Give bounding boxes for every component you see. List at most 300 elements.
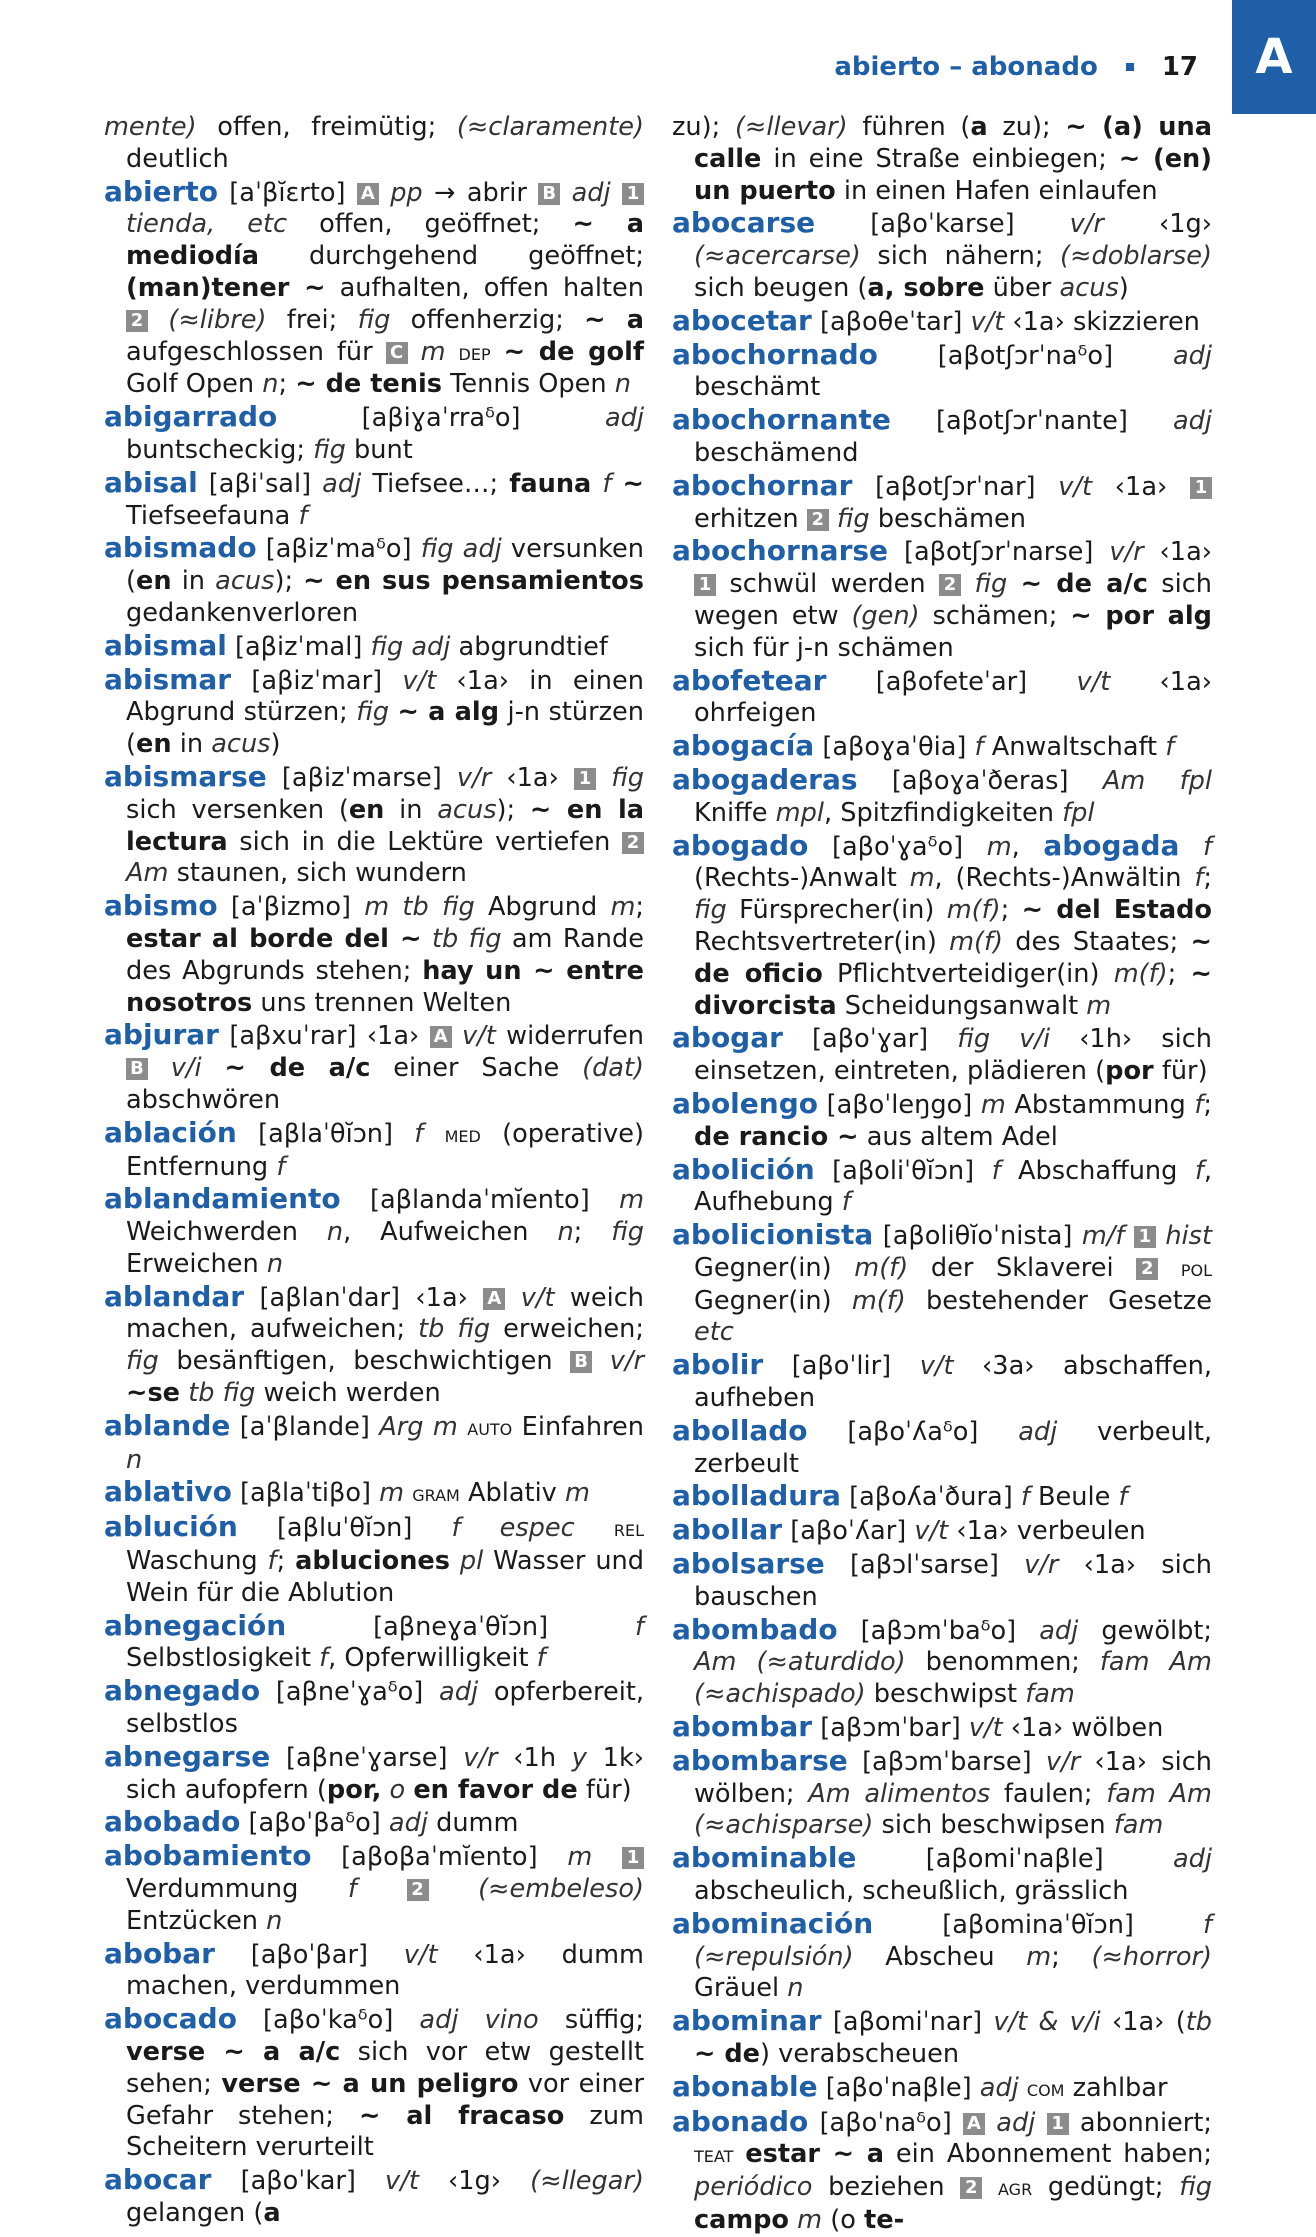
grammar-label: f [267, 1546, 277, 1577]
dictionary-entry [672, 1480, 1212, 1514]
entry-text: beschämt [694, 372, 821, 403]
dictionary-entry [672, 764, 1212, 830]
grammar-label: v/t [1058, 471, 1093, 502]
headword: abismarse [104, 759, 267, 793]
grammar-label: tb fig [418, 1314, 491, 1345]
grammar-label: f [991, 1155, 1001, 1186]
entry-text [611, 469, 622, 499]
entry-text: ‹1a› [491, 762, 575, 793]
entry-text: [aβɔmˈbar] [812, 1713, 969, 1744]
phrase: estar ~ a [745, 2139, 884, 2170]
entry-text: [aβluˈθĭɔn] [237, 1513, 452, 1544]
dictionary-entry [672, 730, 1212, 764]
grammar-label: acus [1059, 272, 1119, 303]
entry-text [829, 504, 837, 534]
entry-text: der Sklaverei [908, 1252, 1137, 1283]
grammar-label: (≈horror) [1091, 1941, 1212, 1972]
entry-text [789, 2205, 797, 2235]
grammar-label: etc [694, 1317, 734, 1348]
phrase: por, [326, 1774, 382, 1805]
entry-text [560, 178, 571, 208]
headword: abogacía [672, 729, 815, 763]
dictionary-entry [104, 467, 644, 533]
grammar-label: v/t [970, 306, 1005, 337]
dictionary-entry [104, 1019, 644, 1116]
grammar-label: adj [1039, 1615, 1079, 1646]
phrase: ~ (a) una calle [694, 112, 1212, 174]
grammar-label: mpl [775, 797, 824, 828]
grammar-label: fig [1179, 2172, 1212, 2203]
grammar-label: hist [1165, 1221, 1213, 1252]
headword: ablación [104, 1115, 237, 1149]
entry-text: bestehender Gesetze [905, 1285, 1212, 1316]
grammar-label: f [602, 468, 612, 499]
entry-text: Abgrund [474, 892, 611, 923]
grammar-label: m(f) [946, 895, 1001, 926]
domain-label: teat [694, 2142, 734, 2169]
phrase: hay un ~ entre nosotros [126, 955, 644, 1018]
sense-marker: B [570, 1351, 592, 1373]
entry-text: [aβoˈβar] [214, 1939, 404, 1970]
entry-text: [aβotʃɔrˈnarse] [888, 537, 1110, 568]
entry-text: ‹1a› wölben [1002, 1713, 1164, 1744]
grammar-label: v/r [609, 1346, 644, 1377]
entry-text [591, 469, 602, 499]
grammar-label: pl [459, 1546, 484, 1577]
entry-text: , Aufweichen [343, 1217, 558, 1248]
entry-text: [aβoɣaˈθia] [814, 732, 975, 763]
dictionary-entry [104, 532, 644, 629]
dictionary-entry [104, 1117, 644, 1184]
entry-text: abscheulich, scheußlich, grässlich [694, 1876, 1129, 1907]
entry-text: [aβoˈleŋgo] [817, 1089, 981, 1120]
entry-text [148, 305, 168, 335]
dictionary-entry [672, 535, 1212, 664]
grammar-label: v/t [1076, 666, 1111, 697]
sense-marker: 1 [622, 183, 644, 205]
entry-text: in [384, 794, 438, 825]
phrase: te- [864, 2205, 905, 2235]
entry-text: über [984, 272, 1060, 303]
headword: abogada [1043, 828, 1180, 862]
headword: abolsarse [672, 1547, 825, 1581]
phrase: ~ al fracaso [359, 2100, 565, 2131]
grammar-label: m(f) [1113, 958, 1168, 989]
entry-text: widerrufen [495, 1021, 645, 1052]
dictionary-entry [104, 1840, 644, 1937]
phrase: ~ de oficio [694, 926, 1212, 989]
entry-text: zu); [987, 112, 1066, 142]
entry-text: [aβiˈsal] [197, 468, 323, 499]
entry-text: ‹1a› in einen Abgrund stürzen; [126, 665, 644, 728]
grammar-label: adj [571, 177, 611, 208]
grammar-label: (gen) [851, 600, 920, 631]
entry-text: schwül werden [716, 569, 940, 600]
phrase: ~ en sus pensamientos [303, 566, 644, 597]
grammar-label: f [1194, 863, 1204, 894]
entry-text: Einfahren [512, 1411, 645, 1442]
grammar-label: f [347, 1874, 357, 1905]
entry-text: Fürsprecher(in) [726, 895, 947, 926]
grammar-label: f [1202, 831, 1212, 862]
entry-text: für) [577, 1774, 632, 1805]
entry-text: weich werden [255, 1378, 441, 1409]
entry-text: deutlich [126, 143, 229, 174]
phrase: estar al borde del ~ [126, 923, 422, 954]
grammar-label: Am fpl [1102, 765, 1212, 796]
grammar-label: fam [1025, 1679, 1075, 1710]
sense-marker: 1 [1047, 2113, 1069, 2135]
dictionary-entry [672, 207, 1212, 304]
headword: abocar [104, 2163, 212, 2197]
grammar-label: m [1026, 1941, 1052, 1972]
entry-text: [aβoɣaˈðeras] [857, 765, 1103, 796]
sense-marker: B [538, 183, 560, 205]
running-head: abierto – abonado [834, 52, 1098, 82]
grammar-label: v/r [1109, 537, 1144, 568]
phrase: ~ de tenis [295, 369, 443, 400]
entry-text: uns trennen Welten [252, 987, 512, 1018]
entry-text: [aβizˈmarse] [266, 762, 457, 793]
dictionary-entry [104, 2164, 644, 2230]
grammar-label: (dat) [582, 1053, 645, 1084]
phrase: en [136, 729, 172, 760]
grammar-label: adj [996, 2107, 1036, 2138]
headword: abonado [672, 2104, 809, 2138]
entry-text: besänftigen, beschwichtigen [158, 1346, 571, 1377]
grammar-label: tb [1185, 2007, 1212, 2038]
dictionary-entry [104, 1741, 644, 1807]
headword: abocarse [672, 206, 816, 240]
dictionary-entry [104, 890, 644, 1019]
headword: abominar [672, 2004, 822, 2038]
phrase: ~ en la lectura [126, 794, 645, 857]
headword: abonable [672, 2069, 818, 2103]
grammar-label: n [266, 1248, 284, 1279]
entry-text: (Rechts-)Anwalt [694, 863, 910, 894]
phrase: ~ de a/c [224, 1053, 371, 1084]
grammar-label: acus [211, 729, 271, 760]
dictionary-entry [104, 630, 644, 664]
sense-marker: 2 [807, 509, 829, 531]
grammar-label: m tb fig [364, 892, 475, 923]
entry-text [1156, 1221, 1165, 1251]
entry-text: führen ( [847, 112, 971, 142]
entry-text: [aβoˈʎaᵟo] [807, 1416, 1019, 1447]
dictionary-entry [672, 1548, 1212, 1614]
entry-text: opferbereit, selbstlos [126, 1677, 644, 1740]
grammar-label: m [564, 1478, 590, 1509]
entry-text: Gegner(in) [694, 1252, 855, 1283]
grammar-label: fig [357, 304, 391, 335]
grammar-label: v/i [170, 1053, 202, 1084]
entry-text: in [171, 729, 212, 760]
dictionary-entry [104, 112, 644, 176]
entry-text: [aβoˈkaᵟo] [236, 2005, 420, 2036]
entry-text: ‹1a› skizzieren [1004, 306, 1200, 337]
entry-text: ‹1a› [1143, 537, 1212, 568]
sense-marker: 1 [622, 1847, 644, 1869]
entry-text: [aβneˈɣaᵟo] [260, 1677, 440, 1708]
dictionary-entry [672, 830, 1212, 1023]
entry-text: ; [1051, 1941, 1092, 1972]
entry-text: Ablativ [459, 1478, 565, 1509]
sense-marker: 2 [1136, 1258, 1158, 1280]
grammar-label: f [1194, 1155, 1204, 1186]
entry-text: ; [573, 1217, 612, 1248]
grammar-label: adj [1172, 340, 1212, 371]
dictionary-entry [104, 2003, 644, 2164]
headword: abismal [104, 628, 227, 662]
headword: abocado [104, 2002, 237, 2036]
domain-label: dep [458, 339, 491, 366]
entry-text: [aβofeteˈar] [826, 666, 1077, 697]
phrase: ~se [126, 1378, 181, 1409]
grammar-label: fig [126, 1346, 159, 1377]
dictionary-entry [104, 761, 644, 890]
phrase: ~ divorcista [694, 958, 1212, 1021]
grammar-label: acus [215, 566, 275, 597]
dictionary-entry [672, 1154, 1212, 1220]
grammar-label: (≈llegar) [530, 2166, 644, 2197]
domain-label: rel [613, 1516, 644, 1543]
entry-text: [aβizˈmar] [231, 665, 403, 696]
dictionary-entry [672, 1349, 1212, 1415]
entry-text: abschwören [126, 1084, 281, 1115]
entry-text: , Spitzfindigkeiten [823, 797, 1063, 828]
phrase: campo [694, 2205, 790, 2235]
domain-label: pol [1180, 1255, 1212, 1282]
entry-text: ‹1g› [418, 2166, 531, 2197]
grammar-label: v/r [463, 1742, 498, 1773]
entry-text: ‹1a› dumm machen, verdummen [126, 1939, 644, 2002]
entry-text: , [1011, 831, 1044, 862]
grammar-label: v/t [919, 1351, 954, 1382]
entry-text: [aβizˈmaᵟo] [256, 534, 421, 565]
entry-text: , Opferwilligkeit [328, 1643, 537, 1674]
entry-text [1124, 1221, 1133, 1251]
phrase: en [348, 794, 385, 825]
entry-text: ; [1167, 958, 1191, 989]
entry-text: Anwaltschaft [983, 732, 1166, 763]
dictionary-entry [104, 1675, 644, 1741]
entry-text: [aβlandaˈmĭento] [340, 1185, 620, 1216]
headword: abolir [672, 1348, 764, 1382]
headword: ablativo [104, 1475, 232, 1509]
entry-text: [aβoˈnaᵟo] [808, 2107, 963, 2138]
thumb-index-tab: A [1232, 0, 1316, 114]
headword: abismo [104, 889, 218, 923]
grammar-label: m [986, 831, 1012, 862]
entry-text: sich versenken ( [126, 794, 349, 825]
grammar-label: fig adj [420, 534, 502, 565]
entry-text: 1k› sich aufopfern ( [126, 1742, 645, 1805]
entry-text [733, 2139, 745, 2169]
entry-text: buntscheckig; [126, 434, 314, 465]
dictionary-entry [104, 1410, 644, 1477]
dictionary-entry [672, 2005, 1212, 2071]
entry-text: Weichwerden [126, 1217, 327, 1248]
grammar-label: m(f) [854, 1252, 909, 1283]
entry-text [592, 1842, 622, 1872]
entry-text: Kniffe [694, 797, 776, 828]
entry-text [202, 1053, 225, 1083]
entry-text: [aβoliθĭoˈnista] [873, 1221, 1082, 1252]
entry-text: schämen; [919, 600, 1071, 631]
right-column [672, 112, 1212, 2237]
grammar-label: fig [313, 434, 346, 465]
grammar-label: o [389, 1774, 406, 1805]
grammar-label: n [326, 1217, 344, 1248]
entry-text: [aβoˈkarse] [815, 209, 1070, 240]
entry-text: sich beschwipsen [873, 1810, 1114, 1841]
entry-text [446, 337, 459, 367]
entry-text: [aβɔmˈbaᵟo] [837, 1615, 1040, 1646]
entry-text: ‹1h [497, 1742, 572, 1773]
entry-text: → abrir [422, 177, 539, 208]
grammar-label: m [797, 2205, 823, 2235]
dictionary-entry [672, 1711, 1212, 1745]
entry-text: , Aufhebung [694, 1155, 1212, 1218]
headword: abismado [104, 531, 257, 565]
grammar-label: n [262, 369, 279, 400]
headword: abollar [672, 1513, 783, 1547]
headword: abolengo [672, 1086, 818, 1120]
dictionary-entry [104, 1806, 644, 1840]
entry-text [452, 1021, 462, 1051]
grammar-label: f [1165, 732, 1175, 763]
entry-text: aufgeschlossen für [126, 336, 386, 367]
grammar-label: adj [979, 2072, 1019, 2103]
entry-text: (operative) Entfernung [126, 1118, 644, 1182]
grammar-label: m [420, 336, 446, 367]
entry-text: abgrundtief [450, 631, 608, 662]
phrase: (man)tener ~ [126, 272, 326, 303]
dictionary-entry [104, 1476, 644, 1511]
grammar-label: fam Am [1099, 1647, 1212, 1678]
entry-text: Scheidungsanwalt [836, 990, 1087, 1021]
entry-text: beziehen [812, 2172, 961, 2203]
grammar-label: v/t [385, 2166, 419, 2197]
sense-marker: 2 [126, 310, 148, 332]
entry-text: zahlbar [1064, 2072, 1168, 2103]
entry-text: beschwipst [865, 1679, 1026, 1710]
grammar-label: fig [694, 895, 727, 926]
grammar-label: adj vino [419, 2005, 539, 2036]
entry-text [611, 178, 622, 208]
grammar-label: tb fig [431, 923, 502, 954]
sense-marker: B [126, 1058, 148, 1080]
grammar-label: n [787, 1973, 804, 2004]
phrase: ~ [622, 468, 644, 499]
entry-text: gelangen ( [126, 2198, 264, 2228]
grammar-label: v/t [403, 1939, 438, 1970]
headword: abisal [104, 465, 198, 499]
entry-text: [aβomiˈnaβle] [856, 1844, 1173, 1875]
dictionary-entry [104, 401, 644, 467]
entry-text [429, 1874, 479, 1904]
grammar-label: adj [1172, 406, 1212, 437]
entry-text: aufhalten, offen halten [325, 272, 644, 303]
entry-text: ‹1a› ( [1100, 2007, 1186, 2038]
entry-text: Abstammung [1005, 1089, 1195, 1120]
entry-text: vor einer Gefahr stehen; [126, 2068, 644, 2131]
separator-square-icon [1126, 63, 1134, 71]
entry-text: ; [1203, 1089, 1212, 1120]
entry-text: [aβotʃɔrˈnaᵟo] [877, 340, 1173, 371]
headword: abocetar [672, 303, 812, 337]
entry-text: offen, geöffnet; [287, 209, 573, 240]
entry-text: aus altem Adel [858, 1121, 1058, 1152]
entry-text: beschämend [694, 437, 859, 468]
grammar-label: (≈doblarse) [1060, 241, 1212, 272]
entry-text [148, 1053, 171, 1083]
grammar-label: v/t [520, 1282, 555, 1313]
sense-marker: 2 [407, 1879, 429, 1901]
grammar-label: adj [1018, 1416, 1058, 1447]
headword: abierto [104, 174, 218, 208]
headword: abochornante [672, 403, 891, 437]
entry-text: Erweichen [126, 1248, 267, 1279]
entry-text: Beule [1029, 1482, 1119, 1513]
entry-text [423, 1119, 444, 1149]
entry-text [1179, 832, 1203, 862]
grammar-label: (≈achisparse) [694, 1810, 874, 1841]
entry-text: Pflichtverteidiger(in) [822, 958, 1114, 989]
grammar-label: m(f) [949, 926, 1003, 957]
grammar-label: Am [694, 1647, 737, 1678]
entry-text: ; [278, 369, 296, 400]
headword: abnegación [104, 1608, 287, 1642]
entry-text: abonniert; [1068, 2107, 1212, 2138]
grammar-label: v/t [402, 665, 437, 696]
entry-text: [aβxuˈrar] ‹1a› [218, 1021, 430, 1052]
entry-text: in einen Hafen einlaufen [835, 175, 1158, 206]
sense-marker: 1 [694, 574, 716, 596]
dictionary-entry [104, 176, 644, 402]
entry-text: staunen, sich wundern [168, 858, 467, 889]
grammar-label: v/r [1069, 209, 1104, 240]
entry-text: [aβneɣaˈθĭɔn] [286, 1611, 635, 1642]
entry-text [592, 1346, 610, 1376]
grammar-label: fig [611, 762, 644, 793]
domain-label: med [444, 1121, 481, 1148]
headword: abolladura [672, 1479, 841, 1513]
entry-text [985, 2108, 996, 2138]
grammar-label: f [841, 1187, 851, 1218]
phrase: a [263, 2198, 281, 2228]
phrase: ~ por alg [1070, 600, 1212, 631]
dictionary-entry [672, 2106, 1212, 2237]
grammar-label: m [980, 1089, 1006, 1120]
entry-text: ) verabscheuen [760, 2039, 960, 2070]
grammar-label: f [1118, 1482, 1128, 1513]
entry-text: [aβoθeˈtar] [811, 306, 971, 337]
grammar-label: fam Am [1106, 1778, 1212, 1809]
entry-text: sich in die Lektüre vertiefen [227, 826, 622, 857]
entry-text [450, 1546, 460, 1576]
entry-text: [aˈβizmo] [217, 892, 365, 923]
phrase: ~ de [694, 2039, 761, 2070]
headword: abogaderas [672, 762, 858, 796]
headword: abnegado [104, 1674, 261, 1708]
left-column [104, 112, 644, 2230]
sense-marker: 1 [574, 768, 596, 790]
headword: abochornar [672, 468, 853, 502]
sense-marker: A [483, 1288, 505, 1310]
phrase: abluciones [295, 1546, 451, 1577]
headword: ablande [104, 1408, 231, 1442]
